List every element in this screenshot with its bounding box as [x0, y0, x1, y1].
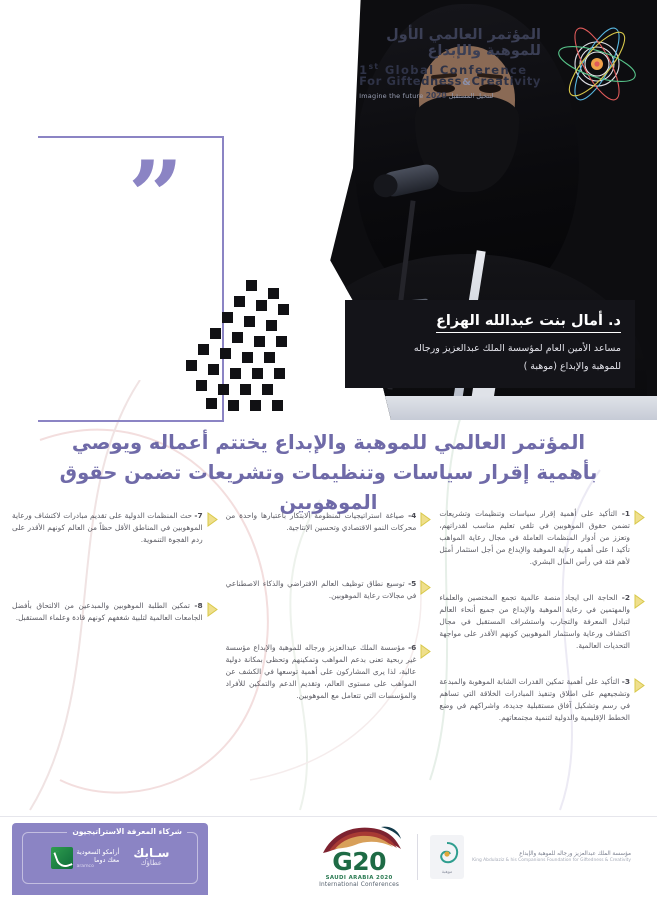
recommendation-number: 6- — [408, 642, 417, 652]
atom-orbit-icon — [551, 18, 643, 110]
mawhiba-foundation-logo — [430, 835, 631, 879]
logo-english-conference: Global Conference — [384, 62, 528, 77]
page-title — [28, 428, 629, 519]
partners-box — [22, 827, 198, 884]
logo-ordinal-number: 1 — [359, 62, 369, 77]
recommendation-number: 3- — [621, 676, 630, 686]
g20-wordmark: G20 — [332, 847, 387, 876]
recommendation-number: 5- — [408, 578, 417, 588]
headline-line2: بأهمية إقرار سياسات وتنظيمات وتشريعات تضمن حقوق — [59, 461, 598, 485]
recommendation-text — [226, 642, 417, 702]
mawhiba-logo-text — [472, 851, 631, 863]
recommendations-column-left — [12, 508, 218, 808]
recommendation-body: التأكيد على أهمية إقرار سياسات وتنظيمات وتشريعات تضمن حقوق الموهوبين في تلقي تعليم مناسب لقدراتهم، وتعزز من أدوار المنظمات العاملة في مجال رعاية المواهب تأكيد ا على أهمية رعاية الموهبة والإبداع من أجل استثمار أمثل لأهم فئة في رأس المال البشري. — [439, 509, 630, 566]
recommendation-item — [439, 592, 645, 652]
aramco-text — [77, 848, 120, 869]
recommendation-item — [226, 578, 432, 602]
recommendation-text — [12, 600, 203, 624]
recommendation-body: توسيع نطاق توظيف العالم الافتراضي والذكاء الاصطناعي في مجالات رعاية الموهوبين. — [225, 578, 417, 600]
arrow-right-icon — [207, 602, 218, 617]
aramco-arabic-name: أرامكو السعودية — [76, 847, 120, 856]
recommendation-number: 1- — [621, 509, 630, 518]
logo-english-giftedness: For Giftedness — [359, 74, 463, 89]
recommendations-column-right — [439, 508, 645, 808]
recommendation-number: 2- — [621, 592, 630, 602]
logo-tagline-english: Imagine the future — [359, 91, 424, 100]
partners-logos — [23, 847, 197, 869]
g20-subtitle: International Conferences — [319, 882, 400, 888]
recommendation-text — [439, 676, 630, 724]
recommendation-body: حث المنظمات الدولية على تقديم مبادرات لاكتشاف ورعاية الموهوبين في المناطق الأقل حظاً من العالم كونهم الأقدر على ردم الفجوة التنموية. — [11, 511, 203, 544]
arrow-right-icon — [634, 678, 645, 693]
recommendation-number: 8- — [194, 600, 203, 610]
arrow-right-icon — [420, 644, 431, 659]
recommendation-text — [12, 510, 203, 546]
sabic-tagline: عطاؤك — [140, 859, 162, 868]
headline-line3: الموهوبين — [279, 491, 378, 515]
logo-tagline — [359, 92, 541, 100]
footer-organizer-logos — [313, 829, 631, 888]
g20-country-year: SAUDI ARABIA 2020 — [325, 875, 393, 881]
logo-ordinal-suffix: st — [368, 61, 380, 71]
sabic-logo — [133, 847, 169, 868]
recommendation-body: صياغة استراتيجيات لمنظومة الابتكار باعتبارها واحدة من محركات النمو الاقتصادي وتحسين الإنتاجية. — [225, 511, 417, 532]
pixel-mosaic-decoration — [150, 280, 300, 420]
recommendations-grid — [12, 508, 645, 808]
footer — [0, 816, 657, 900]
quote-mark-icon: ” — [128, 140, 182, 253]
footer-divider — [417, 834, 418, 880]
recommendation-text — [226, 510, 417, 534]
logo-english-line2 — [359, 75, 541, 89]
recommendation-text — [439, 508, 630, 568]
partners-label: شركاء المعرفة الاستراتيجيون — [67, 827, 187, 836]
recommendation-number: 7- — [194, 511, 203, 520]
mawhiba-arabic-name: مؤسسة الملك عبدالعزيز ورجاله للموهبة والإبداع — [519, 851, 631, 857]
sabic-wordmark: سـابك — [133, 846, 170, 861]
logo-ampersand: & — [462, 77, 472, 89]
speaker-role-line2: للموهبة والإبداع (موهبة ) — [523, 361, 621, 373]
aramco-english-name: aramco — [76, 863, 94, 869]
recommendation-item — [439, 676, 645, 724]
mawhiba-english-name: King Abdulaziz & his Companions Foundation for Giftedness & Creativity — [472, 858, 631, 863]
arrow-right-icon — [634, 510, 645, 525]
logo-english-creativity: Creativity — [471, 74, 541, 89]
logo-arabic-line2: للموهبة والإبداع — [427, 43, 541, 60]
recommendation-body: مؤسسة الملك عبدالعزيز ورجاله للموهبة والإبداع مؤسسة غير ربحية تعنى بدعم المواهب وتمكينهم وتحظى بمكانة دولية عالية، لذا يرى المشاركون على أهمية توسعها في الكشف عن المواهب على مستوى العالم، وتقديم الدعم والتمكين للأفراد والمؤسسات التي تتعامل مع الموهوبين. — [225, 642, 417, 700]
strategic-partners-panel — [12, 823, 208, 895]
speaker-name-card — [345, 300, 635, 388]
recommendation-text — [439, 592, 630, 652]
recommendation-item — [226, 642, 432, 702]
recommendation-text — [226, 578, 417, 602]
recommendations-column-middle — [226, 508, 432, 808]
mawhiba-wordmark: موهبة — [441, 870, 453, 875]
headline-line1: المؤتمر العالمي للموهبة والإبداع يختتم أعماله ويوصي — [71, 431, 586, 454]
conference-logo-header — [0, 14, 643, 114]
recommendation-item — [439, 508, 645, 568]
aramco-logo — [51, 847, 120, 869]
speaker-name: د. أمال بنت عبدالله الهزاع — [436, 313, 621, 333]
arrow-right-icon — [420, 512, 431, 527]
aramco-arabic-tagline: معك دوما — [94, 855, 120, 864]
g20-logo — [313, 829, 405, 888]
recommendation-number: 4- — [408, 511, 417, 520]
arrow-right-icon — [207, 512, 218, 527]
recommendation-item — [226, 510, 432, 534]
arrow-right-icon — [420, 580, 431, 595]
conference-logo-text — [359, 28, 541, 100]
arrow-right-icon — [634, 594, 645, 609]
recommendation-body: تمكين الطلبة الموهوبين والمبدعين من الالتحاق بأفضل الجامعات العالمية لتلبية شغفهم كونهم قادة وعلماء المستقبل. — [11, 600, 203, 622]
recommendation-body: التأكيد على أهمية تمكين القدرات الشابة الموهوبة والمبدعة وتشجيعهم على اطلاق وتنفيذ المبادرات الخلاقة التي تساهم في رسم وتشكيل آفاق مستقبلية جديدة، واشراكهم في وضع الخطط الإقليمية والدولية لتنمية مجتمعاتهم. — [439, 676, 630, 722]
logo-tagline-arabic: لنتخيل المستقبل — [448, 91, 494, 100]
aramco-logo-icon — [51, 847, 73, 869]
recommendation-item — [12, 600, 218, 624]
g20-ribbon-icon — [319, 823, 403, 863]
recommendation-item — [12, 510, 218, 546]
photo-desk — [277, 396, 657, 420]
logo-arabic-line1: المؤتمر العالمي الأول — [386, 27, 541, 44]
recommendation-body: الحاجة الى ايجاد منصة عالمية تجمع المختصين والعلماء والمهتمين في رعاية الموهبة والإبداع من جميع أنحاء العالم لتبادل المعرفة والتجارب واستشراف المستقبل في مجال اكتشاف ورعاية واستثمار الموهوبين كونهم الأقدر على مواجهة التحديات العالمية. — [439, 592, 630, 650]
mawhiba-logo-icon — [430, 835, 464, 879]
speaker-role-line1: مساعد الأمين العام لمؤسسة الملك عبدالعزيز ورجاله — [413, 343, 621, 354]
logo-year: 2020 — [425, 90, 447, 100]
